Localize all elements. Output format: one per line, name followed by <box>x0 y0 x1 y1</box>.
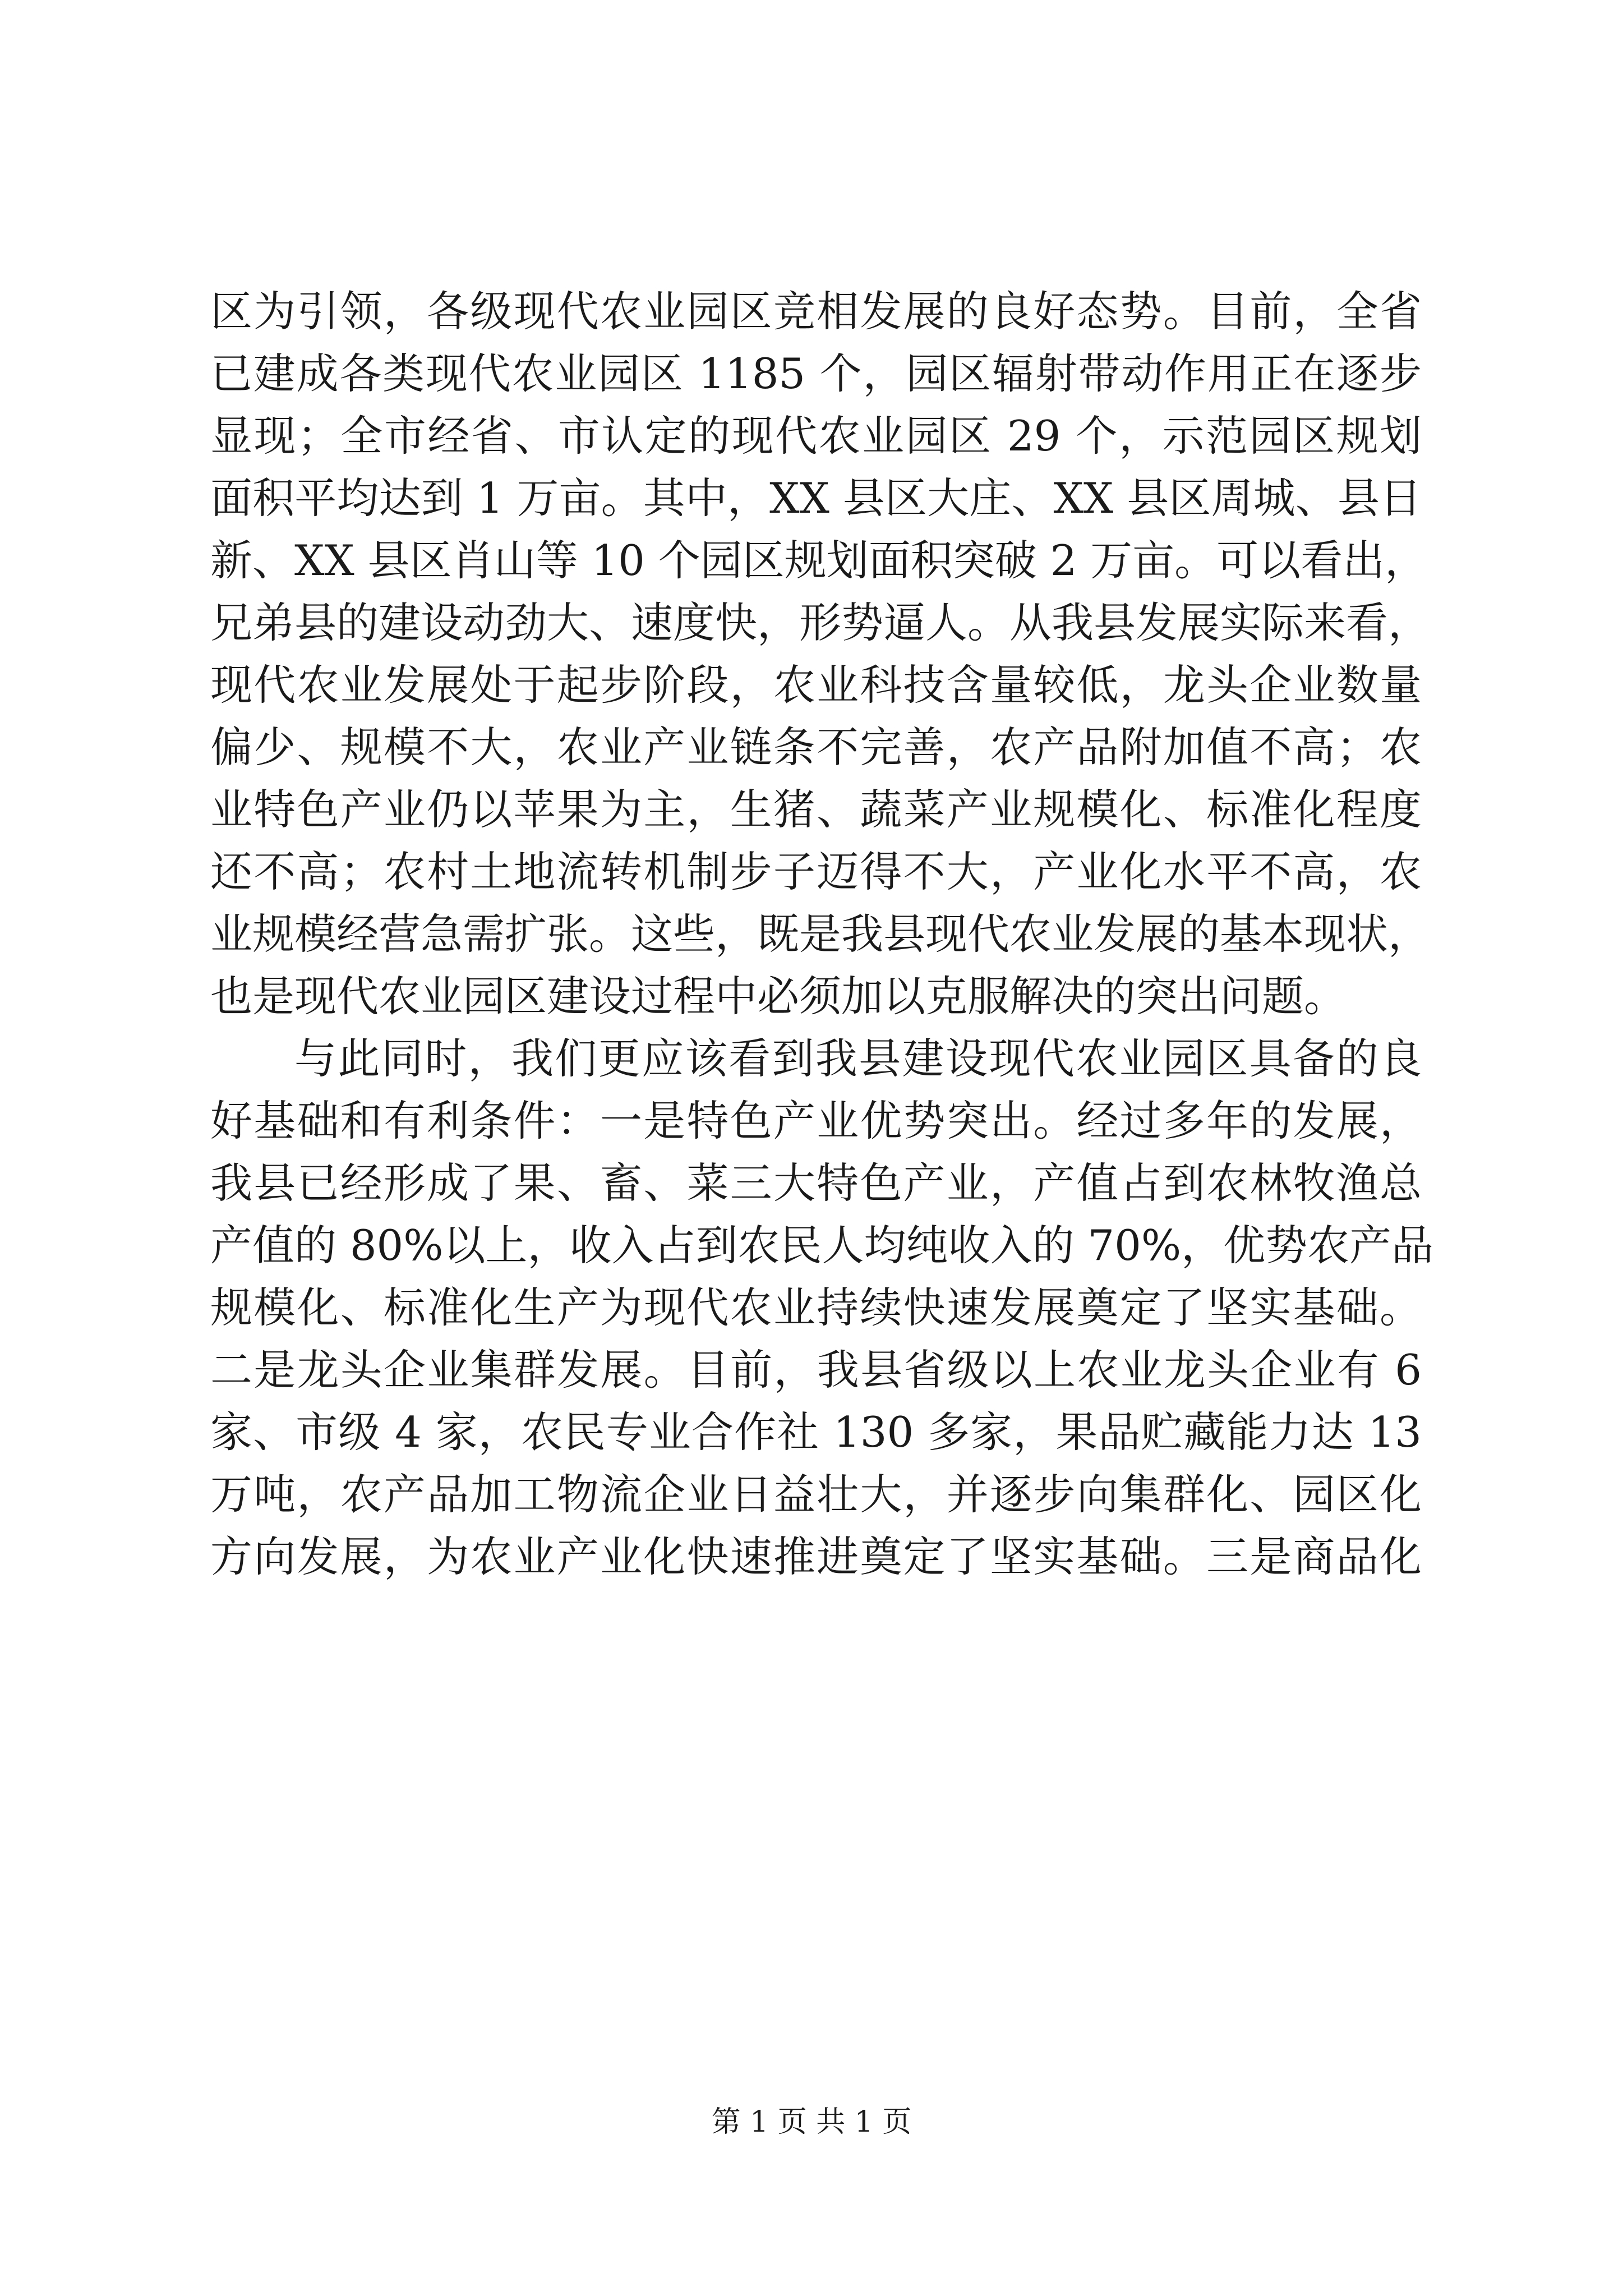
paragraph-2-line: 方向发展，为农业产业化快速推进奠定了坚实基础。三是商品化 <box>210 1532 1422 1581</box>
paragraph-2-line: 规模化、标准化生产为现代农业持续快速发展奠定了坚实基础。 <box>210 1283 1422 1332</box>
paragraph-1-line: 偏少、规模不大，农业产业链条不完善，农产品附加值不高；农 <box>210 723 1422 772</box>
paragraph-1-line: 区为引领，各级现代农业园区竞相发展的良好态势。目前，全省 <box>210 287 1422 336</box>
paragraph-1-line: 显现；全市经省、市认定的现代农业园区 29 个，示范园区规划 <box>210 411 1422 461</box>
paragraph-2-line: 产值的 80%以上，收入占到农民人均纯收入的 70%，优势农产品 <box>210 1221 1434 1270</box>
paragraph-1-line: 新、XX 县区肖山等 10 个园区规划面积突破 2 万亩。可以看出， <box>210 536 1427 585</box>
page-number: 第 1 页 共 1 页 <box>711 2105 912 2139</box>
paragraph-1 <box>210 280 1431 1028</box>
paragraph-2-line: 与此同时，我们更应该看到我县建设现代农业园区具备的良 <box>294 1034 1422 1083</box>
paragraph-1-line: 业特色产业仍以苹果为主，生猪、蔬菜产业规模化、标准化程度 <box>210 785 1422 834</box>
page-footer <box>0 2098 1623 2140</box>
paragraph-1-line: 面积平均达到 1 万亩。其中，XX 县区大庄、XX 县区周城、县日 <box>210 473 1422 523</box>
paragraph-1-line: 也是现代农业园区建设过程中必须加以克服解决的突出问题。 <box>210 972 1347 1021</box>
paragraph-2-line: 万吨，农产品加工物流企业日益壮大，并逐步向集群化、园区化 <box>210 1470 1422 1519</box>
paragraph-1-line: 业规模经营急需扩张。这些，既是我县现代农业发展的基本现状， <box>210 909 1431 959</box>
paragraph-2-line: 二是龙头企业集群发展。目前，我县省级以上农业龙头企业有 6 <box>210 1345 1422 1395</box>
paragraph-1-line: 现代农业发展处于起步阶段，农业科技含量较低，龙头企业数量 <box>210 660 1422 710</box>
paragraph-2-line: 我县已经形成了果、畜、菜三大特色产业，产值占到农林牧渔总 <box>210 1158 1422 1208</box>
paragraph-2 <box>210 1028 1434 1588</box>
paragraph-2-line: 家、市级 4 家，农民专业合作社 130 多家，果品贮藏能力达 13 <box>210 1407 1422 1457</box>
paragraph-1-line: 兄弟县的建设动劲大、速度快，形势逼人。从我县发展实际来看， <box>210 598 1431 647</box>
paragraph-1-line: 已建成各类现代农业园区 1185 个，园区辐射带动作用正在逐步 <box>210 349 1422 398</box>
paragraph-1-line: 还不高；农村土地流转机制步子迈得不大，产业化水平不高，农 <box>210 847 1422 896</box>
document-body <box>210 280 1434 1588</box>
paragraph-2-line: 好基础和有利条件：一是特色产业优势突出。经过多年的发展， <box>210 1096 1422 1145</box>
